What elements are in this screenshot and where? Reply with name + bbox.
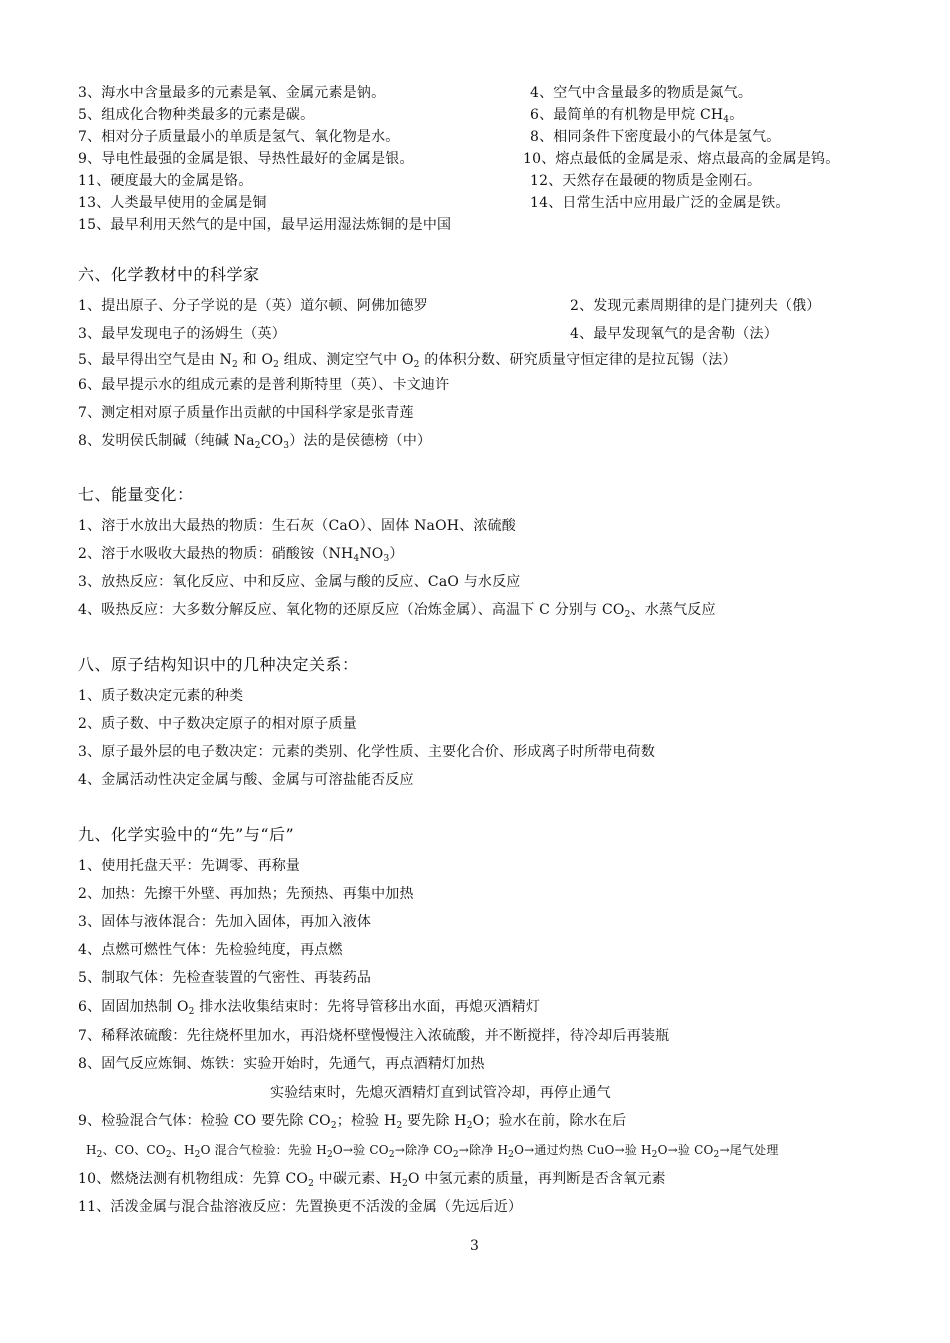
item-text: 8、固气反应炼铜、炼铁：实验开始时，先通气，再点酒精灯加热 [78,1056,485,1072]
subscript: 2 [713,1150,720,1160]
item-text: 排水法收集结束时：先将导管移出水面，再熄灭酒精灯 [194,999,541,1015]
fact-text: 3、海水中含量最多的元素是氧、金属元素是钠。 [78,85,386,101]
fact-text: 8、相同条件下密度最小的气体是氢气。 [530,129,781,145]
s9-item-9 [78,1112,626,1135]
subscript: 2 [232,360,238,370]
item-text: →除净 CO [394,1143,453,1157]
s7-item-3 [78,573,521,591]
item-text: 3、最早发现电子的汤姆生（英） [78,326,286,342]
item-text: CO [260,433,284,449]
s9-item-9-mixed-gas [86,1141,779,1164]
s9-item-11 [78,1198,522,1216]
s8-item-1 [78,687,243,705]
fact-14 [530,194,790,212]
s9-item-8 [78,1055,485,1073]
fact-text: 14、日常生活中应用最广泛的金属是铁。 [530,195,790,211]
s8-item-3 [78,743,655,761]
s7-item-2 [78,545,404,568]
item-text: O 混合气检验：先验 H [200,1143,327,1157]
item-text: 组成、测定空气中 O [279,352,414,368]
s9-item-1 [78,857,300,875]
fact-text: 13、人类最早使用的金属是铜 [78,195,267,211]
subscript: 2 [188,1007,195,1017]
item-text: ） [389,546,404,562]
item-text: O→通过灼热 CuO→验 H [514,1143,652,1157]
item-text: 3、固体与液体混合：先加入固体，再加入液体 [78,914,372,930]
item-text: 1、溶于水放出大最热的物质：生石灰（CaO）、固体 NaOH、浓硫酸 [78,518,516,534]
item-text: 3、原子最外层的电子数决定：元素的类别、化学性质、主要化合价、形成离子时所带电荷数 [78,744,656,760]
section-6-title: 六、化学教材中的科学家 [78,265,260,284]
item-text: 10、燃烧法测有机物组成：先算 CO [78,1171,309,1187]
item-text: 2、溶于水吸收大最热的物质：硝酸铵（NH [78,546,354,562]
fact-5 [78,106,314,124]
item-text: ；检验 H [336,1113,397,1129]
item-text: 2、发现元素周期律的是门捷列夫（俄） [570,298,821,314]
s7-item-4 [78,601,716,624]
section-9-title: 九、化学实验中的“先”与“后” [78,825,295,844]
s6-item-2 [570,297,821,315]
fact-text: 15、最早利用天然气的是中国，最早运用湿法炼铜的是中国 [78,217,452,233]
item-text: 1、质子数决定元素的种类 [78,688,244,704]
item-text: 1、使用托盘天平：先调零、再称量 [78,858,301,874]
item-text: 7、稀释浓硫酸：先往烧杯里加水，再沿烧杯壁慢慢注入浓硫酸，并不断搅拌，待冷却后再装瓶 [78,1028,670,1044]
subscript: 2 [452,1150,459,1160]
fact-11 [78,172,252,190]
page-number: 3 [470,1238,479,1254]
item-text: 、CO、CO [102,1143,166,1157]
s7-item-1 [78,517,516,535]
fact-7 [78,128,400,146]
item-text: O→验 CO [657,1143,714,1157]
s8-item-4 [78,771,414,789]
item-text: 2、加热：先擦干外壁、再加热；先预热、再集中加热 [78,886,414,902]
s9-item-8-continued [270,1084,611,1102]
section-7-title: 七、能量变化： [78,485,194,504]
subscript: 2 [273,360,280,370]
item-text: H [86,1143,97,1157]
subscript: 2 [508,1150,515,1160]
subscript: 2 [308,1179,314,1189]
subscript: 2 [651,1150,658,1160]
s8-item-2 [78,715,357,733]
subscript: 2 [165,1150,172,1160]
item-text: 实验结束时，先熄灭酒精灯直到试管冷却，再停止通气 [270,1085,611,1101]
item-text: 6、最早提示水的组成元素的是普利斯特里（英）、卡文迪许 [78,377,450,393]
s6-item-8 [78,432,431,455]
subscript: 2 [466,1121,473,1131]
item-text: 的体积分数、研究质量守恒定律的是拉瓦锡（法） [419,352,737,368]
subscript: 4 [723,115,730,125]
s6-item-3 [78,325,286,343]
fact-8 [530,128,781,146]
s6-item-7 [78,404,414,422]
subscript: 2 [96,1150,103,1160]
fact-12 [530,172,761,190]
fact-10 [523,150,839,168]
fact-text: 4、空气中含量最多的物质是氮气。 [530,85,753,101]
s9-item-7 [78,1027,669,1045]
item-text: 3、放热反应：氧化反应、中和反应、金属与酸的反应、CaO 与水反应 [78,574,521,590]
s9-item-3 [78,913,371,931]
subscript: 3 [283,441,290,451]
fact-9 [78,150,414,168]
s9-item-6 [78,998,540,1021]
item-text: O 中氢元素的质量，再判断是否含氧元素 [408,1171,666,1187]
item-text: 5、最早得出空气是由 N [78,352,233,368]
subscript: 2 [330,1121,337,1131]
fact-text: 9、导电性最强的金属是银、导热性最好的金属是银。 [78,151,414,167]
s9-item-10 [78,1170,666,1193]
subscript: 2 [194,1150,201,1160]
fact-3 [78,84,385,102]
item-text: →尾气处理 [719,1143,779,1157]
subscript: 2 [254,441,261,451]
item-text: 6、固固加热制 O [78,999,189,1015]
fact-text: 10、熔点最低的金属是汞、熔点最高的金属是钨。 [523,151,840,167]
subscript: 3 [383,554,390,564]
s6-item-6 [78,376,449,394]
item-text: 、H [171,1143,195,1157]
section-8-title: 八、原子结构知识中的几种决定关系： [78,655,359,674]
item-text: →除净 H [458,1143,509,1157]
fact-15 [78,216,451,234]
s9-item-2 [78,885,414,903]
item-text: 9、检验混合气体：检验 CO 要先除 CO [78,1113,331,1129]
item-text: 4、吸热反应：大多数分解反应、氧化物的还原反应（冶炼金属）、高温下 C 分别与 CO [78,602,625,618]
subscript: 2 [326,1150,333,1160]
item-text: O；验水在前，除水在后 [472,1113,627,1129]
fact-text: 11、硬度最大的金属是铬。 [78,173,253,189]
item-text: 4、金属活动性决定金属与酸、金属与可溶盐能否反应 [78,772,414,788]
subscript: 2 [388,1150,395,1160]
item-text: 8、发明侯氏制碱（纯碱 Na [78,433,255,449]
s6-item-1 [78,297,428,315]
item-text: 4、点燃可燃性气体：先检验纯度，再点燃 [78,942,343,958]
fact-text: 12、天然存在最硬的物质是金刚石。 [530,173,762,189]
item-text: 要先除 H [402,1113,467,1129]
fact-text: 。 [729,107,744,123]
item-text: NO [359,546,384,562]
item-text: 2、质子数、中子数决定原子的相对原子质量 [78,716,357,732]
item-text: 7、测定相对原子质量作出贡献的中国科学家是张青莲 [78,405,414,421]
fact-text: 6、最简单的有机物是甲烷 CH [530,107,724,123]
item-text: 、水蒸气反应 [630,602,716,618]
item-text: ）法的是侯德榜（中） [289,433,432,449]
item-text: 1、提出原子、分子学说的是（英）道尔顿、阿佛加德罗 [78,298,428,314]
subscript: 2 [413,360,420,370]
fact-4 [530,84,752,102]
subscript: 4 [353,554,360,564]
subscript: 2 [402,1179,408,1189]
item-text: 中碳元素、H [314,1171,403,1187]
subscript: 2 [624,610,631,620]
item-text: 5、制取气体：先检查装置的气密性、再装药品 [78,970,372,986]
fact-text: 5、组成化合物种类最多的元素是碳。 [78,107,315,123]
item-text: 11、活泼金属与混合盐溶液反应：先置换更不活泼的金属（先远后近） [78,1199,523,1215]
item-text: O→验 CO [332,1143,389,1157]
s9-item-4 [78,941,343,959]
s6-item-5 [78,351,737,374]
fact-6 [530,106,743,129]
fact-13 [78,194,267,212]
s9-item-5 [78,969,371,987]
s6-item-4 [570,325,778,343]
item-text: 4、最早发现氧气的是舍勒（法） [570,326,778,342]
fact-text: 7、相对分子质量最小的单质是氢气、氧化物是水。 [78,129,400,145]
item-text: 和 O [237,352,274,368]
subscript: 2 [396,1121,403,1131]
